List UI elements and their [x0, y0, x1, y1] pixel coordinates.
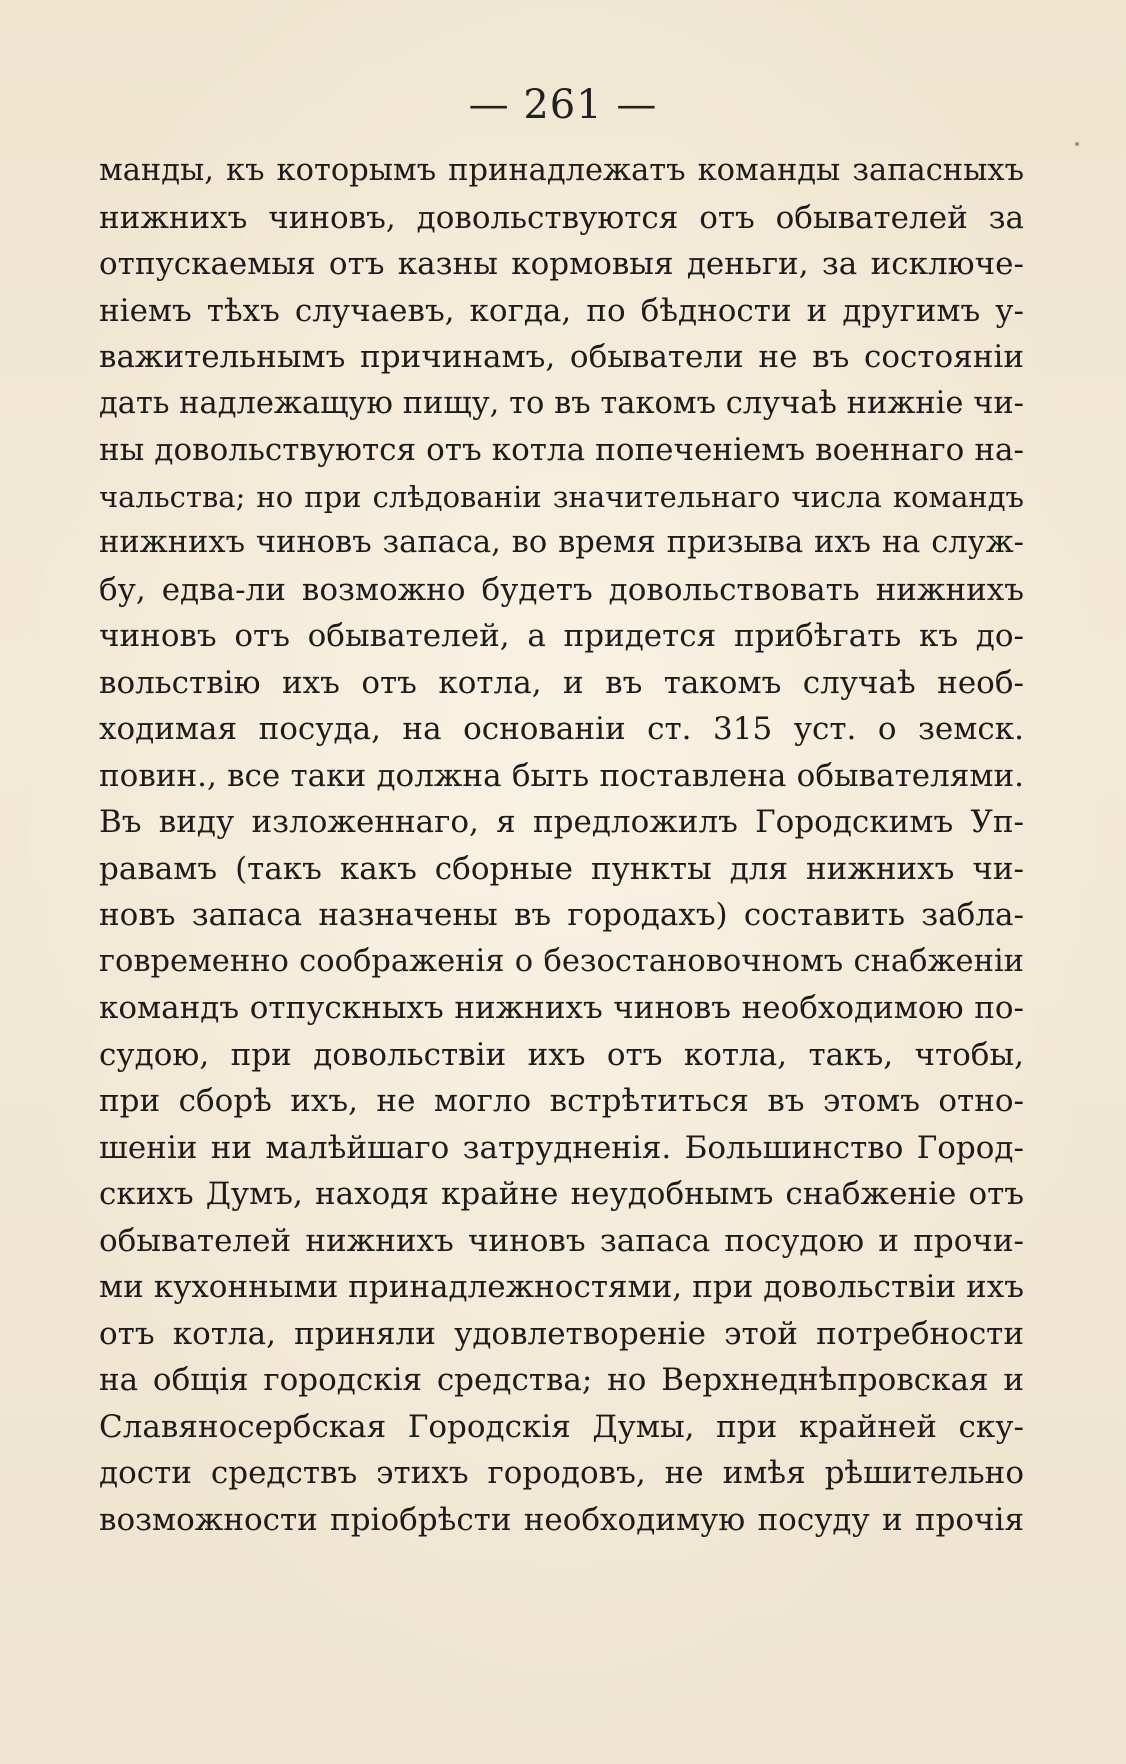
text-line: дости средствъ этихъ городовъ, не имѣя рѣшительно	[99, 1455, 1024, 1491]
text-line: на общія городскія средства; но Верхнеднѣпровская и	[99, 1362, 1024, 1398]
paper-speck	[1075, 142, 1079, 146]
text-line: нижнихъ чиновъ запаса, во время призыва ихъ на служ-	[99, 525, 1024, 560]
text-line: при сборѣ ихъ, не могло встрѣтиться въ этомъ отно-	[99, 1083, 1024, 1119]
text-line: Славяносербская Городскія Думы, при крайней ску-	[99, 1408, 1024, 1445]
text-line: отпускаемыя отъ казны кормовыя деньги, за исключе-	[99, 246, 1024, 282]
text-line: чальства; но при слѣдованіи значительнаго числа командъ	[99, 479, 1024, 514]
text-line: ны довольствуются отъ котла попеченіемъ военнаго на-	[99, 432, 1024, 468]
text-line: обывателей нижнихъ чиновъ запаса посудою и прочи-	[99, 1222, 1024, 1259]
text-line: бу, едва-ли возможно будетъ довольствовать нижнихъ	[99, 571, 1024, 608]
text-line: командъ отпускныхъ нижнихъ чиновъ необходимою по-	[99, 990, 1024, 1026]
text-line: повин., все таки должна быть поставлена обывателями.	[99, 757, 1024, 794]
text-line: равамъ (такъ какъ сборные пункты для нижнихъ чи-	[99, 850, 1024, 887]
text-line: нижнихъ чиновъ, довольствуются отъ обывателей за	[99, 199, 1024, 236]
text-line: ми кухонными принадлежностями, при довольствіи ихъ	[99, 1269, 1024, 1305]
text-line: чиновъ отъ обывателей, а придется прибѣгать къ до-	[99, 618, 1024, 654]
text-line: шеніи ни малѣйшаго затрудненія. Большинство Город-	[99, 1129, 1024, 1166]
page-number: — 261 —	[468, 82, 658, 128]
text-line: манды, къ которымъ принадлежатъ команды запасныхъ	[99, 153, 1024, 188]
text-line: новъ запаса назначены въ городахъ) составить забла-	[99, 897, 1024, 933]
text-line: ходимая посуда, на основаніи ст. 315 уст. о земск.	[99, 711, 1024, 747]
text-line: важительнымъ причинамъ, обыватели не въ состояніи	[99, 339, 1024, 375]
text-line: Въ виду изложеннаго, я предложилъ Городскимъ Уп-	[99, 804, 1024, 840]
text-line: возможности пріобрѣсти необходимую посуду и прочія	[99, 1501, 1024, 1538]
text-line: говременно соображенія о безостановочномъ снабженіи	[99, 943, 1024, 979]
text-line: судою, при довольствіи ихъ отъ котла, такъ, чтобы,	[99, 1036, 1024, 1073]
text-line: отъ котла, приняли удовлетвореніе этой потребности	[99, 1315, 1024, 1352]
body-text	[99, 148, 1024, 1543]
text-line: дать надлежащую пищу, то въ такомъ случаѣ нижніе чи-	[99, 385, 1024, 421]
text-line: вольствію ихъ отъ котла, и въ такомъ случаѣ необ-	[99, 664, 1024, 701]
text-line: ніемъ тѣхъ случаевъ, когда, по бѣдности и другимъ у-	[99, 292, 1024, 329]
text-line: скихъ Думъ, находя крайне неудобнымъ снабженіе отъ	[99, 1176, 1024, 1212]
